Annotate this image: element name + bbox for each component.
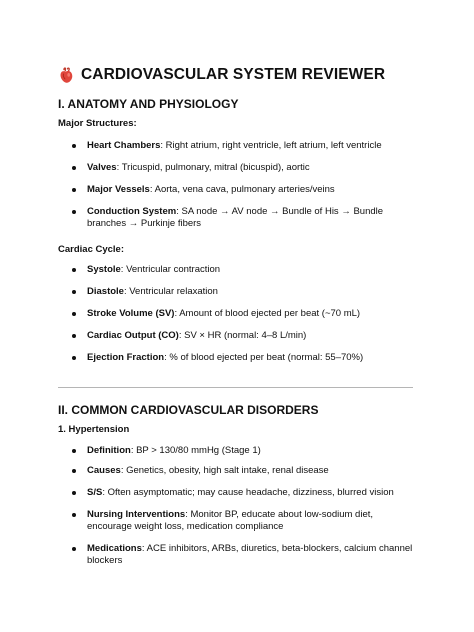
title-row (58, 66, 385, 84)
term-heart-chambers: Heart Chambers (87, 140, 161, 151)
list-item (58, 445, 418, 457)
term-nursing-interventions: Nursing Interventions (87, 509, 186, 520)
list-item (58, 184, 418, 196)
desc-medications: : ACE inhibitors, ARBs, diuretics, beta-blockers, calcium channel blockers (87, 543, 413, 566)
term-conduction-system: Conduction System (87, 206, 177, 217)
term-definition: Definition (87, 445, 131, 456)
list-item (58, 543, 418, 567)
list-item (58, 140, 418, 152)
term-ejection-fraction: Ejection Fraction (87, 352, 165, 363)
desc-cardiac-output: : SV × HR (normal: 4–8 L/min) (178, 330, 307, 341)
list-item (58, 487, 418, 499)
term-systole: Systole (87, 264, 121, 275)
list-item (58, 264, 418, 276)
desc-conduction-system: : SA node → AV node → Bundle of His → Bundle branches → Purkinje fibers (87, 206, 384, 229)
anatomical-heart-icon (58, 67, 75, 84)
subheading-major-structures: Major Structures: (58, 118, 137, 129)
list-item (58, 330, 418, 342)
section-divider (58, 387, 413, 388)
section-heading-disorders: II. COMMON CARDIOVASCULAR DISORDERS (58, 403, 319, 417)
list-item (58, 509, 418, 533)
desc-definition: : BP > 130/80 mmHg (Stage 1) (130, 445, 261, 456)
term-cardiac-output: Cardiac Output (CO) (87, 330, 179, 341)
desc-valves: : Tricuspid, pulmonary, mitral (bicuspid), aortic (116, 162, 310, 173)
list-item (58, 206, 418, 230)
term-stroke-volume: Stroke Volume (SV) (87, 308, 175, 319)
desc-ejection-fraction: : % of blood ejected per beat (normal: 55–70%) (164, 352, 364, 363)
document-title: CARDIOVASCULAR SYSTEM REVIEWER (81, 66, 386, 83)
subheading-hypertension: 1. Hypertension (58, 424, 130, 435)
list-item (58, 162, 418, 174)
list-item (58, 465, 418, 477)
term-valves: Valves (87, 162, 117, 173)
desc-causes: : Genetics, obesity, high salt intake, renal disease (120, 465, 329, 476)
term-causes: Causes (87, 465, 121, 476)
desc-stroke-volume: : Amount of blood ejected per beat (~70 mL) (174, 308, 361, 319)
desc-major-vessels: : Aorta, vena cava, pulmonary arteries/veins (149, 184, 335, 195)
term-medications: Medications (87, 543, 142, 554)
term-signs-symptoms: S/S (87, 487, 103, 498)
term-major-vessels: Major Vessels (87, 184, 150, 195)
desc-heart-chambers: : Right atrium, right ventricle, left atrium, left ventricle (160, 140, 382, 151)
list-item (58, 308, 418, 320)
list-item (58, 286, 418, 298)
term-diastole: Diastole (87, 286, 124, 297)
subheading-cardiac-cycle: Cardiac Cycle: (58, 244, 125, 255)
section-heading-anatomy: I. ANATOMY AND PHYSIOLOGY (58, 97, 239, 111)
list-item (58, 352, 418, 364)
desc-diastole: : Ventricular relaxation (123, 286, 218, 297)
desc-systole: : Ventricular contraction (120, 264, 221, 275)
desc-signs-symptoms: : Often asymptomatic; may cause headache, dizziness, blurred vision (102, 487, 394, 498)
desc-nursing-interventions: : Monitor BP, educate about low-sodium diet, encourage weight loss, medication compliance (87, 509, 374, 532)
